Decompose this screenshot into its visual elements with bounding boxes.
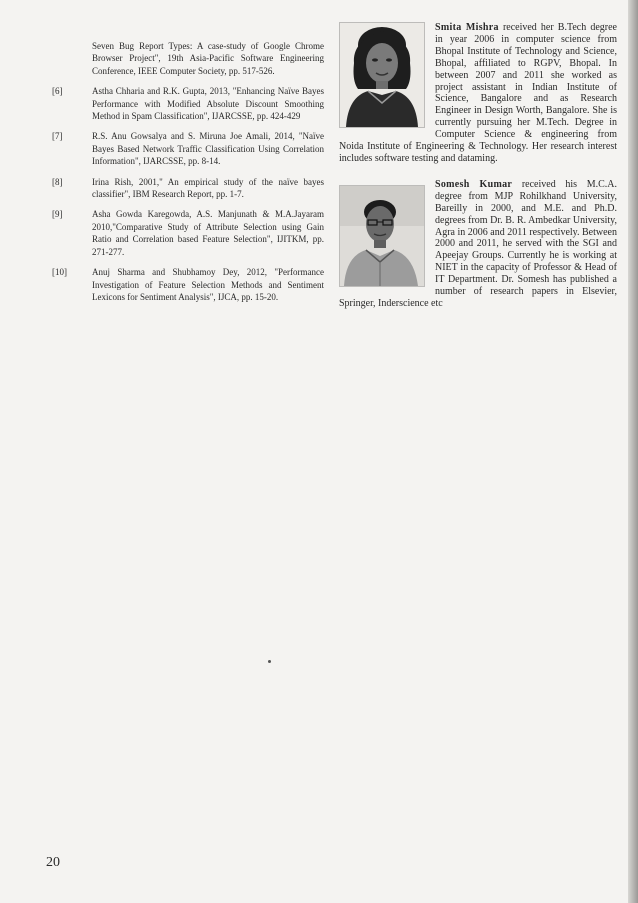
reference-item	[52, 176, 324, 201]
references-list	[52, 40, 324, 311]
reference-text: Irina Rish, 2001," An empirical study of the naïve bayes classifier", IBM Research Report, pp. 1-7.	[92, 176, 324, 200]
reference-item	[52, 266, 324, 303]
author-name: Somesh Kumar	[435, 178, 513, 190]
reference-text: Asha Gowda Karegowda, A.S. Manjunath & M.A.Jayaram 2010,"Comparative Study of Attribute Selection using Gain Ratio and Correlation based Feature Selection", IJITKM, pp. 271-277.	[92, 209, 324, 257]
reference-number: [8]	[52, 176, 63, 187]
reference-item	[52, 208, 324, 258]
reference-item	[52, 130, 324, 167]
portrait-woman-icon	[340, 23, 424, 127]
reference-number: [7]	[52, 131, 63, 142]
author-bio-somesh	[339, 179, 617, 310]
author-photo-somesh	[339, 185, 425, 287]
reference-item	[52, 40, 324, 77]
reference-text: Anuj Sharma and Shubhamoy Dey, 2012, "Performance Investigation of Feature Selection Methods and Sentiment Lexicons for Sentiment Analysis", IJCA, pp. 15-20.	[92, 267, 324, 302]
author-name: Smita Mishra	[435, 22, 499, 33]
reference-number: [10]	[52, 267, 67, 278]
reference-text: R.S. Anu Gowsalya and S. Miruna Joe Amali, 2014, "Naïve Bayes Based Network Traffic Classification Using Correlation Information", IJARCSSE, pp. 8-14.	[92, 131, 324, 167]
reference-number: [6]	[52, 86, 63, 97]
stray-dot	[268, 660, 271, 663]
author-bios	[339, 22, 617, 310]
reference-number: [9]	[52, 209, 63, 220]
author-bio-smita	[339, 22, 617, 165]
portrait-man-icon	[340, 186, 424, 286]
reference-item	[52, 85, 324, 122]
reference-text: Seven Bug Report Types: A case-study of Google Chrome Browser Project", 19th Asia-Pacific Software Engineering Conference, IEEE Computer Society, pp. 517-526.	[92, 41, 324, 76]
page-edge-shadow	[628, 0, 638, 903]
page-number: 20	[46, 855, 60, 870]
bio-text: received her B.Tech degree in year 2006 in computer science from Bhopal Institute of Technology and Science, Bhopal, affiliated to RGPV, Bhopal. In between 2007 and 2011 she worked as project assistant in Indian Institute of Science, Bangalore and as Research Engineer in Design Worth, Bangalore. She is currently pursuing her M.Tech. Degree in Computer Science & engineering from Noida Institute of Engineering & Technology. Her research interest includes software testing and dataming.	[339, 22, 617, 164]
author-photo-smita	[339, 22, 425, 128]
reference-text: Astha Chharia and R.K. Gupta, 2013, "Enhancing Naïve Bayes Performance with Modified Absolute Discount Smoothing Method in Spam Classification", IJARCSSE, pp. 424-429	[92, 86, 324, 122]
bio-text: received his M.C.A. degree from MJP Rohilkhand University, Bareilly in 2000, and M.E. and Ph.D. degrees from Dr. B. R. Ambedkar University, Agra in 2006 and 2011 respectively. Between 2000 and 2011, he served with the SGI and Apeejay Groups. Currently he is working at NIET in the capacity of Professor & Head of IT Department. Dr. Somesh has published a number of research papers in Elsevier, Springer, Inderscience etc	[339, 178, 617, 309]
